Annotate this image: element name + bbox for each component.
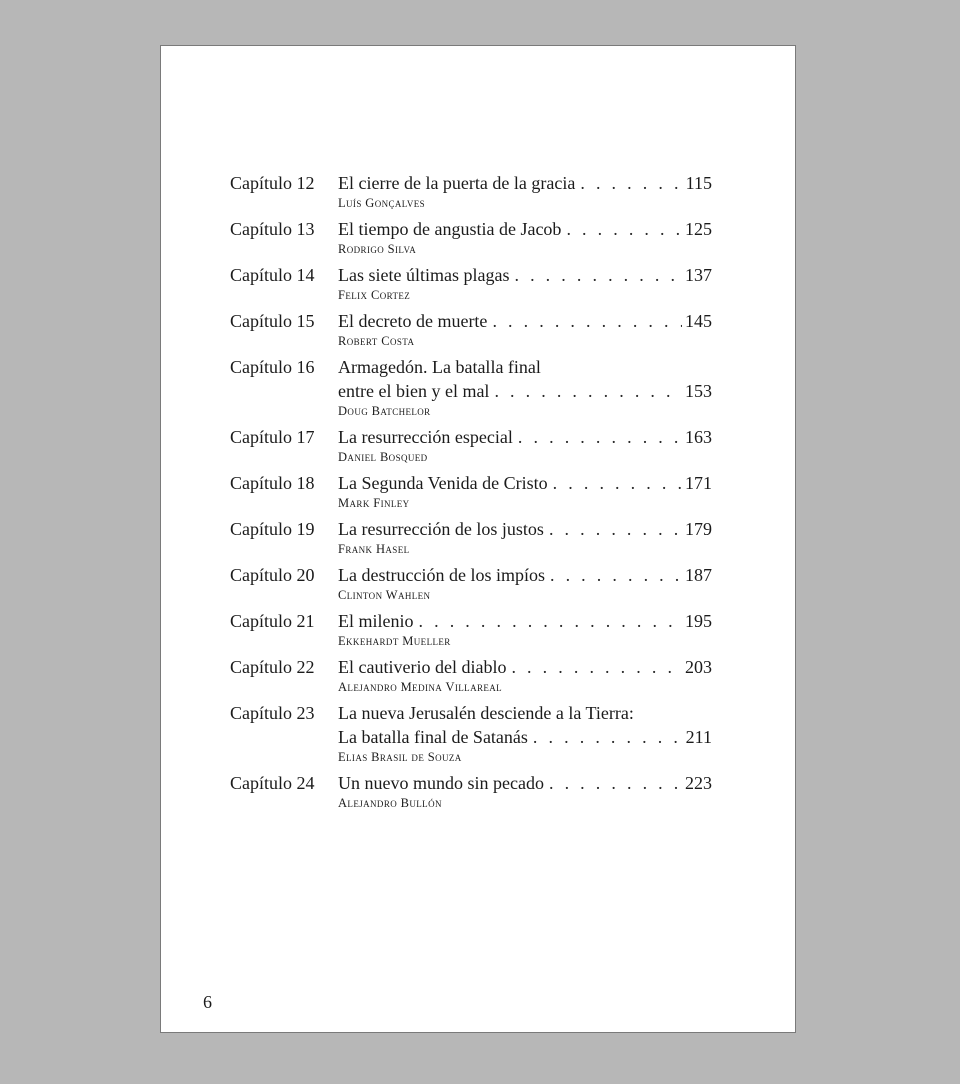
chapter-number: Capítulo 23 xyxy=(230,703,315,723)
chapter-author: Ekkehardt Mueller xyxy=(338,634,451,648)
chapter-number: Capítulo 17 xyxy=(230,427,315,447)
chapter-author: Felix Cortez xyxy=(338,288,411,302)
chapter-author: Doug Batchelor xyxy=(338,404,431,418)
chapter-number: Capítulo 20 xyxy=(230,565,315,585)
dot-leader xyxy=(575,171,682,195)
chapter-author: Luís Gonçalves xyxy=(338,196,426,210)
chapter-title: La resurrección de los justos xyxy=(338,519,544,539)
dot-leader xyxy=(509,263,682,287)
chapter-title: La destrucción de los impíos xyxy=(338,565,545,585)
toc-entry xyxy=(230,517,712,557)
chapter-title: El tiempo de angustia de Jacob xyxy=(338,219,562,239)
page-number: 187 xyxy=(685,565,712,585)
chapter-title: La resurrección especial xyxy=(338,427,513,447)
page-number: 145 xyxy=(685,311,712,331)
chapter-number: Capítulo 19 xyxy=(230,519,315,539)
chapter-title: Un nuevo mundo sin pecado xyxy=(338,773,544,793)
page-number: 195 xyxy=(685,611,712,631)
page-number: 223 xyxy=(685,773,712,793)
chapter-author: Daniel Bosqued xyxy=(338,450,428,464)
book-page xyxy=(160,45,796,1033)
dot-leader xyxy=(561,217,682,241)
chapter-title: El milenio xyxy=(338,611,414,631)
page-number: 171 xyxy=(685,473,712,493)
dot-leader xyxy=(487,309,682,333)
chapter-title-first-line: Armagedón. La batalla final xyxy=(338,357,541,377)
page-number: 211 xyxy=(685,727,712,747)
toc-entry xyxy=(230,471,712,511)
chapter-title: entre el bien y el mal xyxy=(338,381,490,401)
chapter-author: Rodrigo Silva xyxy=(338,242,417,256)
toc-entry xyxy=(230,355,712,419)
toc-entry xyxy=(230,701,712,765)
toc-entry xyxy=(230,771,712,811)
dot-leader xyxy=(513,425,682,449)
page-number: 115 xyxy=(685,173,712,193)
page-number: 153 xyxy=(685,381,712,401)
chapter-author: Clinton Wahlen xyxy=(338,588,431,602)
toc-entry xyxy=(230,425,712,465)
page-number: 125 xyxy=(685,219,712,239)
chapter-number: Capítulo 21 xyxy=(230,611,315,631)
chapter-number: Capítulo 12 xyxy=(230,173,315,193)
toc-entry xyxy=(230,609,712,649)
chapter-title: El decreto de muerte xyxy=(338,311,488,331)
dot-leader xyxy=(544,517,682,541)
chapter-author: Alejandro Bullón xyxy=(338,796,442,810)
dot-leader xyxy=(545,563,682,587)
chapter-title: La batalla final de Satanás xyxy=(338,727,528,747)
chapter-author: Elias Brasil de Souza xyxy=(338,750,462,764)
chapter-number: Capítulo 14 xyxy=(230,265,315,285)
folio-page-number: 6 xyxy=(203,992,212,1012)
chapter-author: Alejandro Medina Villareal xyxy=(338,680,503,694)
chapter-author: Mark Finley xyxy=(338,496,410,510)
chapter-number: Capítulo 16 xyxy=(230,357,315,377)
page-number: 179 xyxy=(685,519,712,539)
chapter-author: Robert Costa xyxy=(338,334,415,348)
chapter-number: Capítulo 24 xyxy=(230,773,315,793)
page-number: 203 xyxy=(685,657,712,677)
chapter-title: El cautiverio del diablo xyxy=(338,657,507,677)
toc-entry xyxy=(230,655,712,695)
dot-leader xyxy=(544,771,682,795)
toc-entry xyxy=(230,171,712,211)
dot-leader xyxy=(489,379,682,403)
toc-entry xyxy=(230,217,712,257)
chapter-number: Capítulo 18 xyxy=(230,473,315,493)
chapter-number: Capítulo 15 xyxy=(230,311,315,331)
page-number: 137 xyxy=(685,265,712,285)
page-number: 163 xyxy=(685,427,712,447)
chapter-title-first-line: La nueva Jerusalén desciende a la Tierra: xyxy=(338,703,634,723)
dot-leader xyxy=(548,471,682,495)
dot-leader xyxy=(414,609,683,633)
table-of-contents xyxy=(230,171,712,811)
chapter-number: Capítulo 13 xyxy=(230,219,315,239)
toc-entry xyxy=(230,563,712,603)
dot-leader xyxy=(528,725,682,749)
chapter-title: El cierre de la puerta de la gracia xyxy=(338,173,576,193)
dot-leader xyxy=(506,655,682,679)
toc-entry xyxy=(230,263,712,303)
toc-entry xyxy=(230,309,712,349)
chapter-title: Las siete últimas plagas xyxy=(338,265,510,285)
chapter-number: Capítulo 22 xyxy=(230,657,315,677)
chapter-author: Frank Hasel xyxy=(338,542,410,556)
chapter-title: La Segunda Venida de Cristo xyxy=(338,473,548,493)
